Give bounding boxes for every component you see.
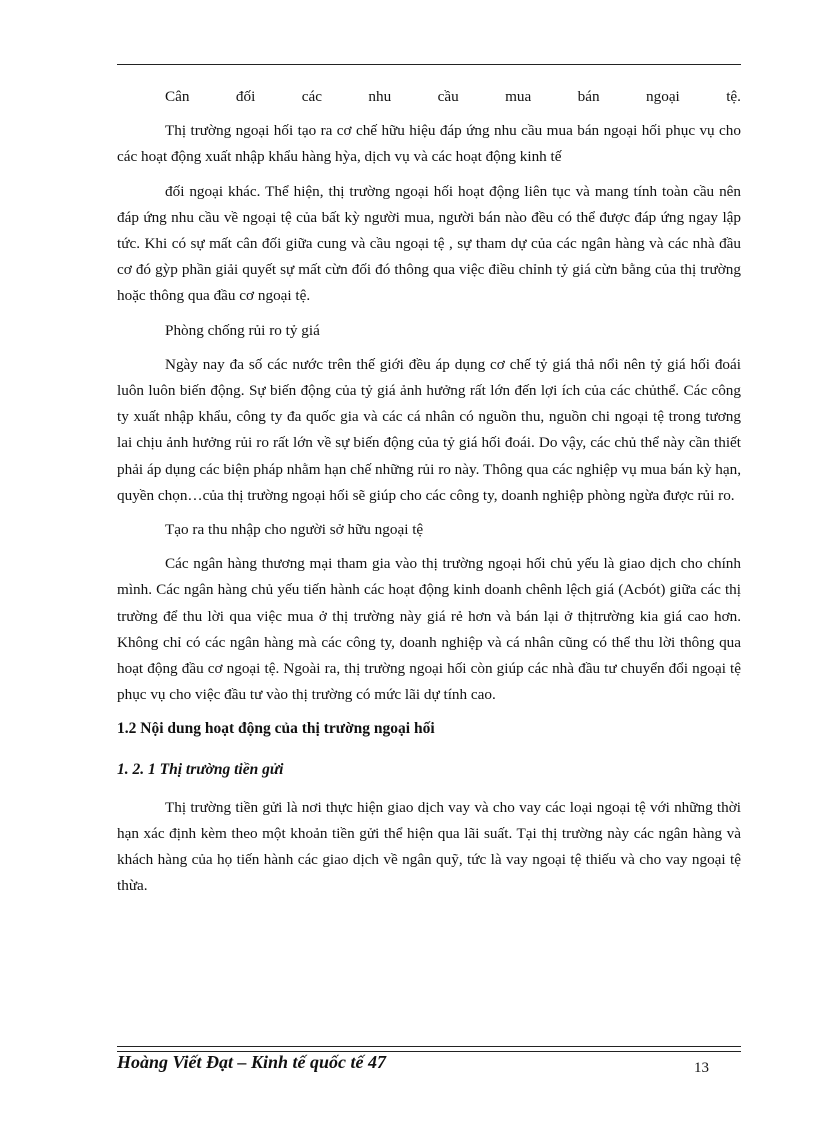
word: đối (235, 88, 256, 105)
word: bán (577, 88, 600, 105)
paragraph: Ngày nay đa số các nước trên thế giới đều áp dụng cơ chế tỷ giá thả nổi nên tỷ giá hối đoái luôn luôn biến động. Sự biến động của tỷ giá ảnh hưởng rất lớn đến lợi ích của các chủthể. Các công ty xuất nhập khẩu, công ty đa quốc gia và các cá nhân có nguồn thu, nguồn chi ngoại tệ trong tương lai chịu ảnh hưởng rủi ro rất lớn về sự biến động của tỷ giá hối đoái. Do vậy, các chủ thể này cần thiết phải áp dụng các biện pháp nhằm hạn chế những rủi ro này. Thông qua các nghiệp vụ mua bán kỳ hạn, quyền chọn…của thị trường ngoại hối sẽ giúp cho các công ty, doanh nghiệp phòng ngừa được rủi ro. (117, 355, 741, 504)
word: các (301, 88, 322, 105)
word: nhu (368, 88, 392, 105)
balance-line (117, 84, 741, 110)
footer-author: Hoàng Viết Đạt – Kinh tế quốc tế 47 (117, 1052, 387, 1072)
paragraph-heading: Phòng chống rủi ro tỷ giá (165, 321, 320, 339)
paragraph: Thị trường ngoại hối tạo ra cơ chế hữu hiệu đáp ứng nhu cầu mua bán ngoại hối phục vụ cho các hoạt động xuất nhập khẩu hàng hỳa, dịch vụ và các hoạt động kinh tế (117, 122, 741, 166)
word: Cân (165, 88, 190, 105)
header-rule (117, 64, 741, 65)
subsection-heading: 1. 2. 1 Thị trường tiền gửi (117, 760, 284, 778)
word: tệ. (726, 88, 741, 105)
word: ngoại (646, 88, 680, 105)
word: mua (505, 88, 532, 105)
paragraph: đối ngoại khác. Thể hiện, thị trường ngoại hối hoạt động liên tục và mang tính toàn cầu nên đáp ứng nhu cầu về ngoại tệ của bất kỳ người mua, người bán nào đều có thể được đáp ứng ngay lập tức. Khi có sự mất cân đối giữa cung và cầu ngoại tệ , sự tham dự của các ngân hàng và các nhà đầu cơ đó gỳp phần giải quyết sự mất cừn đối đó thông qua việc điều chỉnh tỷ giá cừn bằng của thị trường hoặc thông qua đầu cơ ngoại tệ. (117, 182, 741, 305)
word: cầu (437, 88, 459, 105)
paragraph: Thị trường tiền gửi là nơi thực hiện giao dịch vay và cho vay các loại ngoại tệ với những thời hạn xác định kèm theo một khoản tiền gửi thể hiện qua lãi suất. Tại thị trường này các ngân hàng và khách hàng của họ tiến hành các giao dịch về ngân quỹ, tức là vay ngoại tệ thiếu và cho vay ngoại tệ thừa. (117, 798, 741, 895)
document-body (117, 84, 741, 900)
paragraph: Các ngân hàng thương mại tham gia vào thị trường ngoại hối chủ yếu là giao dịch cho chính mình. Các ngân hàng chủ yếu tiến hành các hoạt động kinh doanh chênh lệch giá (Acbót) giữa các thị trường để thu lời qua việc mua ở thị trường này giá rẻ hơn và bán lại ở thịtrường kia giá cao hơn. Không chỉ có các ngân hàng mà các công ty, doanh nghiệp và cá nhân cũng có thể thu lời thông qua hoạt động đầu cơ ngoại tệ. Ngoài ra, thị trường ngoại hối còn giúp các nhà đầu tư chuyển đổi ngoại tệ phục vụ cho việc đầu tư vào thị trường có mức lãi dự tính cao. (117, 555, 741, 704)
page-number: 13 (694, 1060, 709, 1076)
paragraph-heading: Tạo ra thu nhập cho người sở hữu ngoại tệ (165, 521, 424, 539)
section-heading: 1.2 Nội dung hoạt động của thị trường ngoại hối (117, 720, 435, 738)
